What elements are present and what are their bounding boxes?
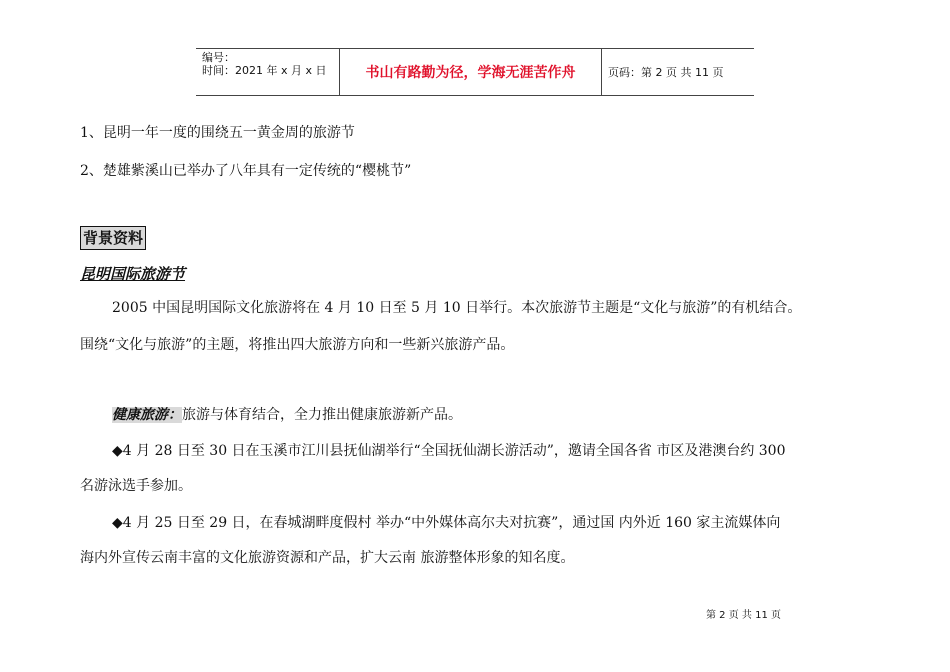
section-title: 背景资料 [80, 226, 146, 250]
event2-line-1: ◆4 月 25 日至 29 日，在春城湖畔度假村 举办“中外媒体高尔夫对抗赛”，通过国 内外近 160 家主流媒体向 [112, 515, 781, 531]
intro-line-2: 围绕“文化与旅游”的主题，将推出四大旅游方向和一些新兴旅游产品。 [80, 337, 515, 353]
list-item: 1、昆明一年一度的围绕五一黄金周的旅游节 [80, 125, 355, 141]
header-page-info: 页码：第 2 页 共 11 页 [608, 66, 724, 79]
time-label: 时间：2021 年 x 月 x 日 [202, 64, 327, 77]
health-text: 旅游与体育结合，全力推出健康旅游新产品。 [182, 407, 462, 423]
page-footer: 第 2 页 共 11 页 [706, 610, 781, 621]
number-label: 编号： [202, 51, 235, 64]
list-item: 2、楚雄紫溪山已举办了八年具有一定传统的“樱桃节” [80, 163, 412, 179]
health-paragraph [112, 404, 462, 424]
intro-line-1: 2005 中国昆明国际文化旅游将在 4 月 10 日至 5 月 10 日举行。本次旅游节主题是“文化与旅游”的有机结合。 [112, 300, 802, 316]
event2-line-2: 海内外宣传云南丰富的文化旅游资源和产品，扩大云南 旅游整体形象的知名度。 [80, 550, 575, 566]
header-motto: 书山有路勤为径，学海无涯苦作舟 [340, 49, 602, 95]
subsection-title: 昆明国际旅游节 [80, 265, 186, 283]
event1-line-2: 名游泳选手参加。 [80, 478, 192, 494]
page-header [196, 48, 754, 96]
header-meta [196, 49, 340, 95]
health-label: 健康旅游： [112, 407, 182, 423]
event1-line-1: ◆4 月 28 日至 30 日在玉溪市江川县抚仙湖举行“全国抚仙湖长游活动”，邀请全国各省 市区及港澳台约 300 [112, 443, 786, 459]
